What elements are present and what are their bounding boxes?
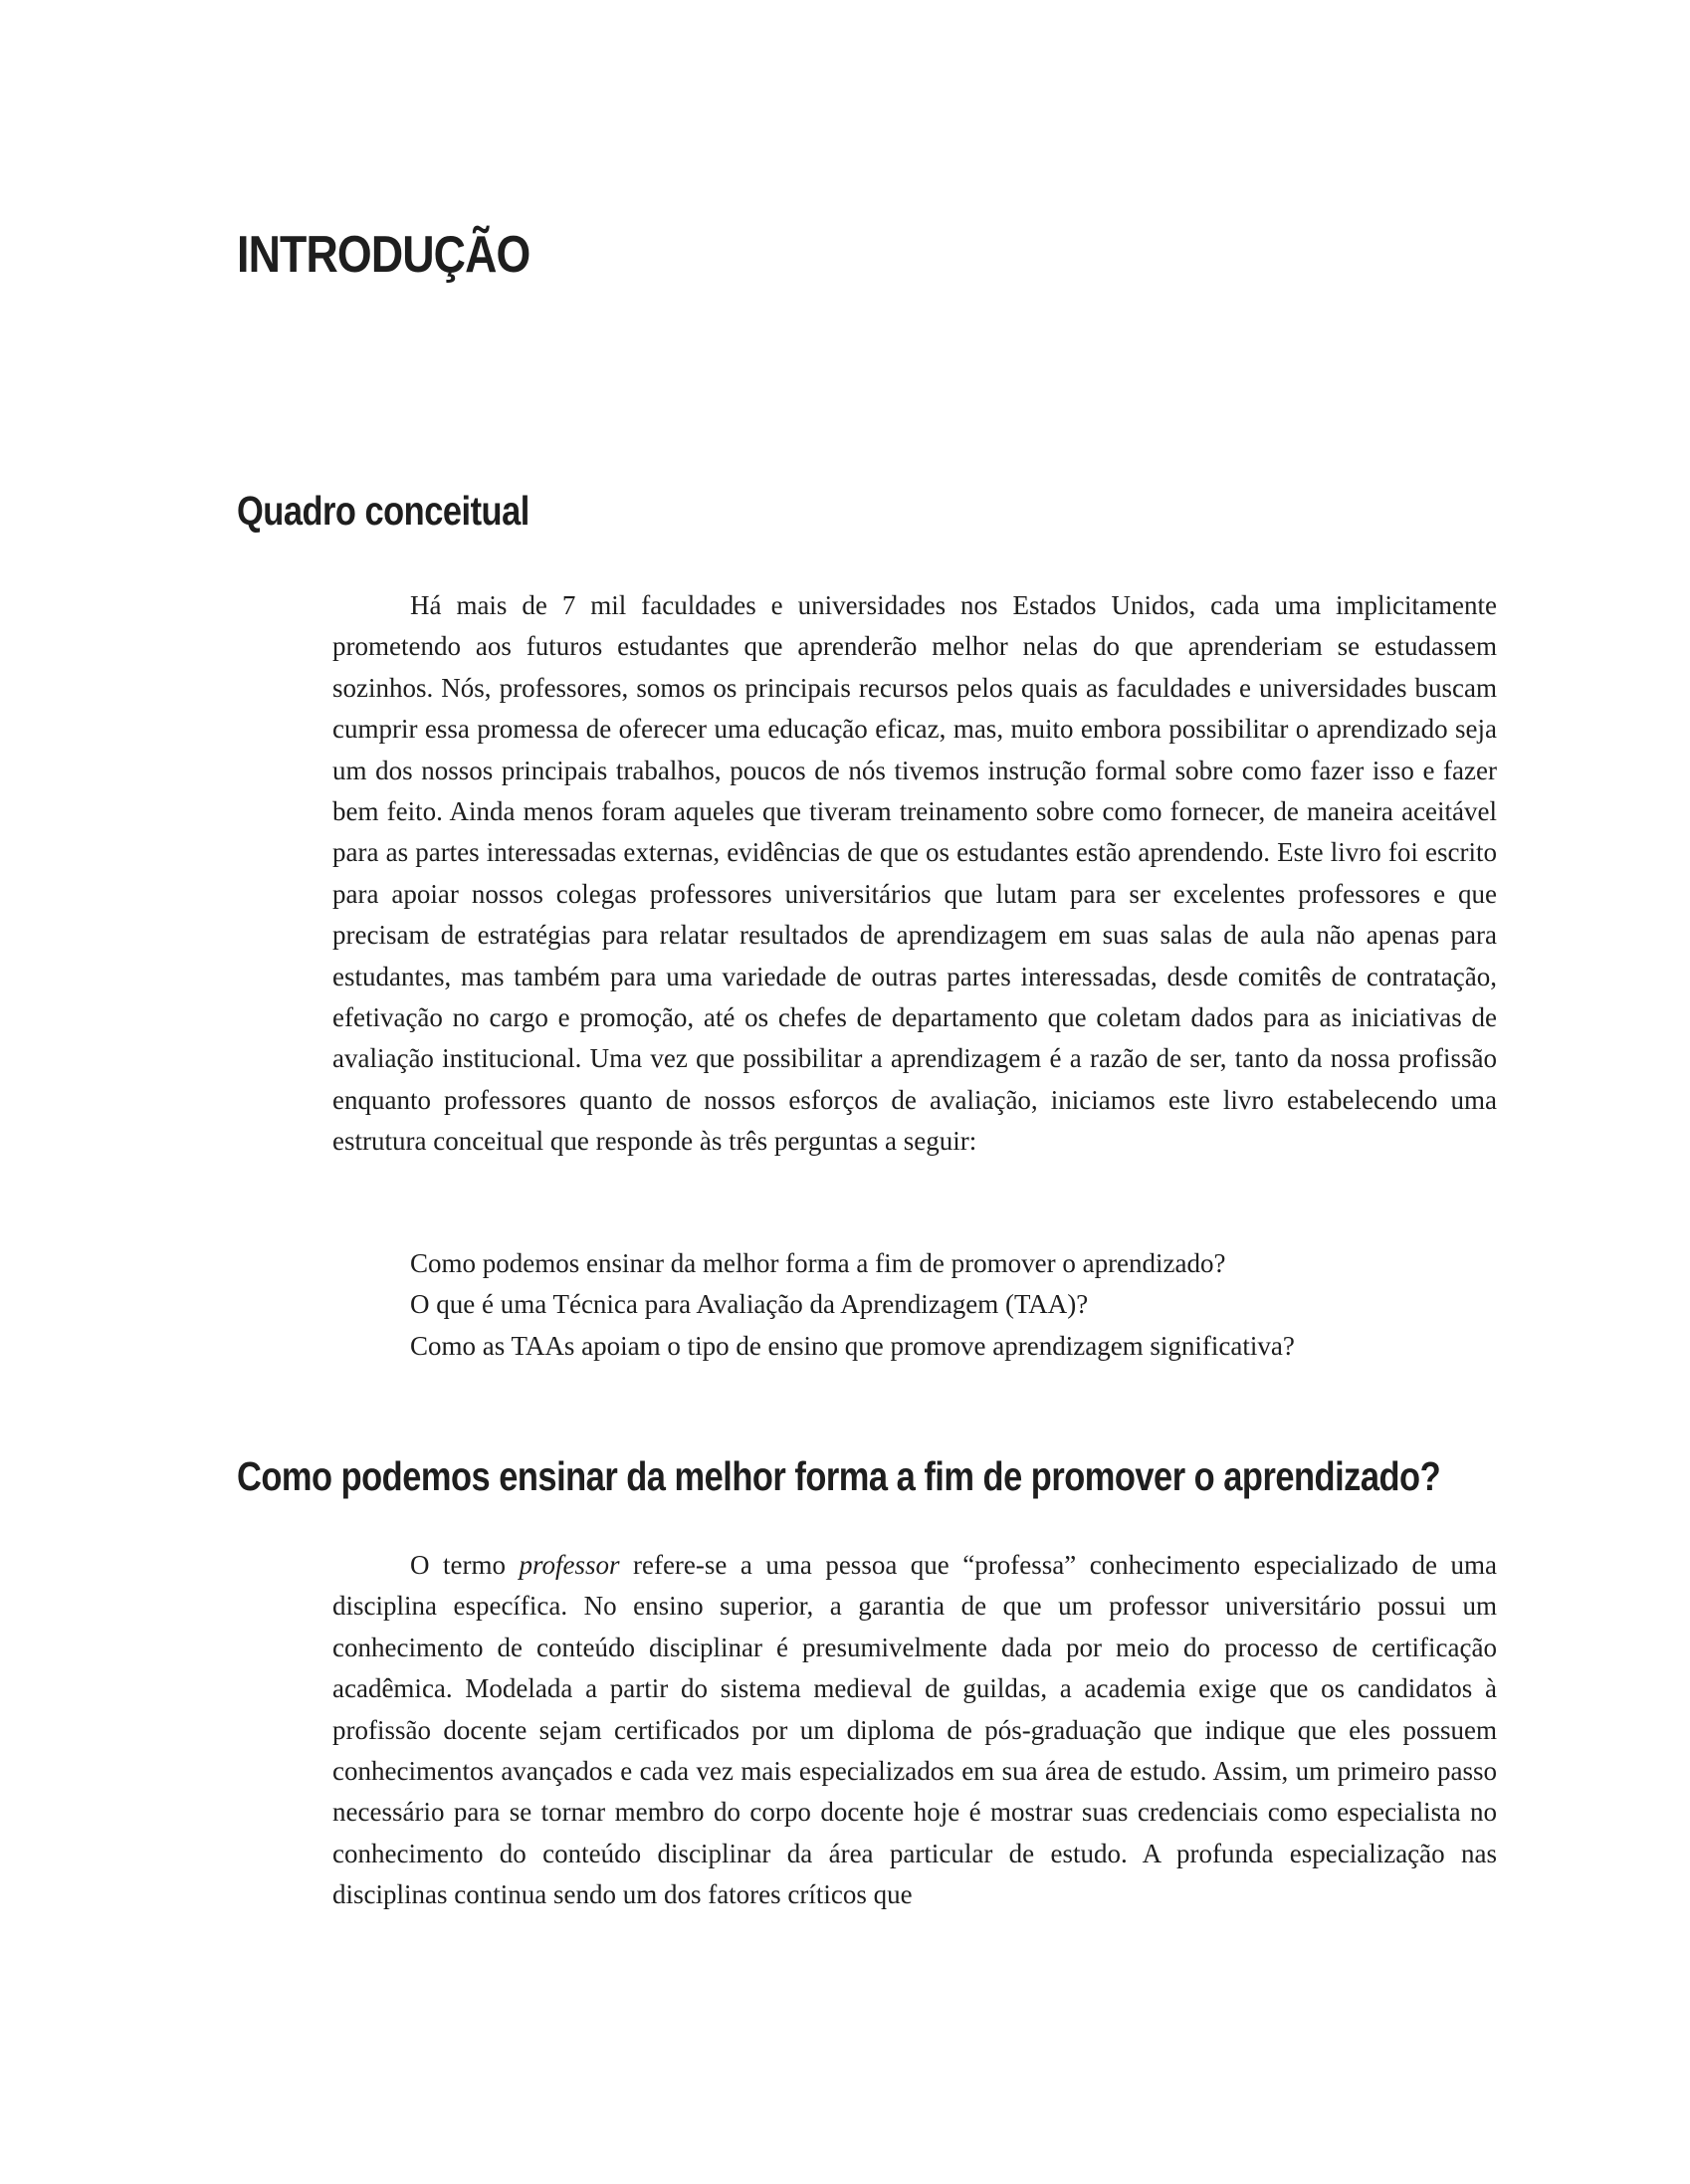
section-heading-como-podemos-ensinar: Como podemos ensinar da melhor forma a fim de promover o aprendizado? xyxy=(237,1453,1441,1499)
question-item: O que é uma Técnica para Avaliação da Aprendizagem (TAA)? xyxy=(410,1289,1089,1320)
section-heading-quadro-conceitual: Quadro conceitual xyxy=(237,488,529,534)
paragraph-text-rest: refere-se a uma pessoa que “professa” conhecimento especializado de uma disciplina específica. No ensino superior, a garantia de que um professor universitário possui um conhecimento de conteúdo disciplinar é presumivelmente dada por meio do processo de certificação acadêmica. Modelada a partir do sistema medieval de guildas, a academia exige que os candidatos à profissão docente sejam certificados por um diploma de pós-graduação que indique que eles possuem conhecimentos avançados e cada vez mais especializados em sua área de estudo. Assim, um primeiro passo necessário para se tornar membro do corpo docente hoje é mostrar suas credenciais como especialista no conhecimento do conteúdo disciplinar da área particular de estudo. A profunda especialização nas disciplinas continua sendo um dos fatores críticos que xyxy=(332,1550,1497,1910)
paragraph-quadro-conceitual: Há mais de 7 mil faculdades e universidades nos Estados Unidos, cada uma implicitamente prometendo aos futuros estudantes que aprenderão melhor nelas do que aprenderiam se estudassem sozinhos. Nós, professores, somos os principais recursos pelos quais as faculdades e universidades buscam cumprir essa promessa de oferecer uma educação eficaz, mas, muito embora possibilitar o aprendizado seja um dos nossos principais trabalhos, poucos de nós tivemos instrução formal sobre como fazer isso e fazer bem feito. Ainda menos foram aqueles que tiveram treinamento sobre como fornecer, de maneira aceitável para as partes interessadas externas, evidências de que os estudantes estão aprendendo. Este livro foi escrito para apoiar nossos colegas professores universitários que lutam para ser excelentes professores e que precisam de estratégias para relatar resultados de aprendizagem em suas salas de aula não apenas para estudantes, mas também para uma variedade de outras partes interessadas, desde comitês de contratação, efetivação no cargo e promoção, até os chefes de departamento que coletam dados para as iniciativas de avaliação institucional. Uma vez que possibilitar a aprendizagem é a razão de ser, tanto da nossa profissão enquanto professores quanto de nossos esforços de avaliação, iniciamos este livro estabelecendo uma estrutura conceitual que responde às três perguntas a seguir: xyxy=(332,590,1497,1157)
question-item: Como podemos ensinar da melhor forma a fim de promover o aprendizado? xyxy=(410,1248,1226,1278)
question-list xyxy=(410,1243,1295,1367)
paragraph-como-podemos-ensinar xyxy=(332,1545,1497,1916)
question-item: Como as TAAs apoiam o tipo de ensino que promove aprendizagem significativa? xyxy=(410,1330,1295,1361)
paragraph-emphasis-term: professor xyxy=(519,1550,620,1580)
paragraph-text-start: O termo xyxy=(410,1550,520,1580)
chapter-title: INTRODUÇÃO xyxy=(237,226,530,284)
